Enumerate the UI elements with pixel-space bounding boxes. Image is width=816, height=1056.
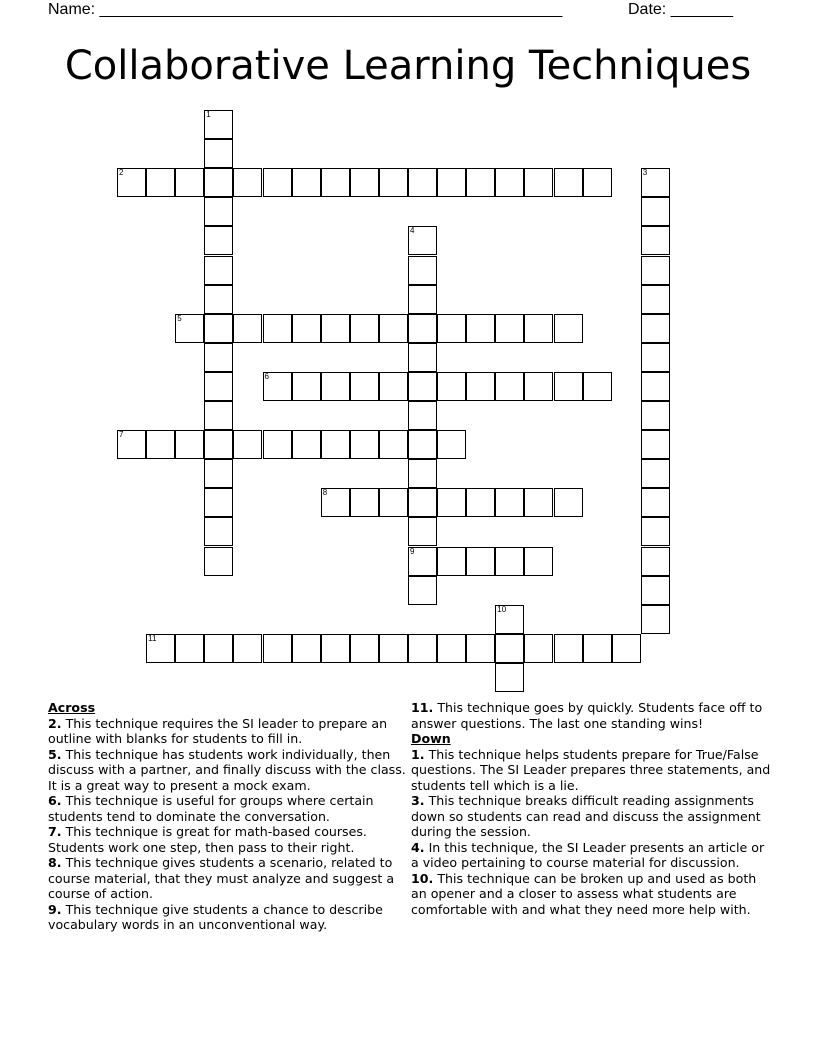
grid-cell[interactable]	[641, 168, 670, 197]
clue-number: 3.	[411, 793, 425, 808]
grid-cell[interactable]	[437, 168, 466, 197]
cell-number: 11	[148, 633, 157, 643]
grid-cell[interactable]	[495, 547, 524, 576]
clue-number: 5.	[48, 746, 62, 762]
grid-cell[interactable]	[175, 314, 204, 343]
grid-cell[interactable]	[204, 488, 233, 517]
grid-cell[interactable]	[175, 168, 204, 197]
grid-cell[interactable]	[408, 226, 437, 255]
grid-cell[interactable]	[408, 547, 437, 576]
grid-cell[interactable]	[263, 634, 292, 663]
cell-number: 9	[410, 546, 415, 556]
across-clue-6	[48, 793, 406, 824]
clue-text: This technique helps students prepare for True/False questions. The SI Leader prepares three statements, and students tell which is a lie.	[411, 746, 771, 793]
clue-number: 1.	[411, 746, 425, 762]
grid-cell[interactable]	[583, 372, 612, 401]
grid-cell[interactable]	[204, 226, 233, 255]
cell-number: 7	[119, 430, 124, 440]
grid-cell[interactable]	[641, 605, 670, 634]
grid-cell[interactable]	[583, 634, 612, 663]
grid-cell[interactable]	[292, 168, 321, 197]
grid-cell[interactable]	[408, 634, 437, 663]
grid-cell[interactable]	[524, 488, 553, 517]
grid-cell[interactable]	[408, 314, 437, 343]
grid-cell[interactable]	[641, 576, 670, 605]
grid-cell[interactable]	[408, 488, 437, 517]
grid-cell[interactable]	[524, 314, 553, 343]
grid-cell[interactable]	[437, 634, 466, 663]
grid-cell[interactable]	[641, 517, 670, 546]
across-clue-9	[48, 902, 406, 933]
crossword-grid	[117, 110, 671, 693]
grid-cell[interactable]	[408, 285, 437, 314]
grid-cell[interactable]	[437, 488, 466, 517]
grid-cell[interactable]	[495, 488, 524, 517]
clue-text: This technique breaks difficult reading assignments down so students can read and discuss the assignment during the session.	[411, 793, 761, 839]
grid-cell[interactable]	[408, 372, 437, 401]
grid-cell[interactable]	[263, 372, 292, 401]
grid-cell[interactable]	[350, 488, 379, 517]
grid-cell[interactable]	[408, 168, 437, 197]
clue-number: 8.	[48, 855, 62, 870]
grid-cell[interactable]	[204, 634, 233, 663]
grid-cell[interactable]	[524, 547, 553, 576]
across-heading: Across	[48, 700, 96, 715]
clue-number: 10.	[411, 870, 434, 886]
cell-number: 5	[177, 313, 182, 323]
grid-cell[interactable]	[554, 372, 583, 401]
clue-text: This technique is great for math-based courses. Students work one step, then pass to their right.	[48, 824, 367, 855]
grid-cell[interactable]	[495, 372, 524, 401]
across-clue-5	[48, 747, 406, 794]
grid-cell[interactable]	[408, 343, 437, 372]
grid-cell[interactable]	[379, 372, 408, 401]
grid-cell[interactable]	[466, 168, 495, 197]
grid-cell[interactable]	[408, 459, 437, 488]
grid-cell[interactable]	[641, 314, 670, 343]
grid-cell[interactable]	[146, 430, 175, 459]
grid-cell[interactable]	[204, 517, 233, 546]
grid-cell[interactable]	[146, 634, 175, 663]
grid-cell[interactable]	[408, 401, 437, 430]
grid-cell[interactable]	[641, 430, 670, 459]
grid-cell[interactable]	[554, 488, 583, 517]
grid-cell[interactable]	[204, 197, 233, 226]
grid-cell[interactable]	[175, 634, 204, 663]
cell-number: 6	[264, 371, 269, 381]
grid-cell[interactable]	[641, 488, 670, 517]
grid-cell[interactable]	[175, 430, 204, 459]
grid-cell[interactable]	[204, 314, 233, 343]
page-title: Collaborative Learning Techniques	[64, 43, 752, 89]
clue-number: 6.	[48, 793, 62, 808]
grid-cell[interactable]	[495, 314, 524, 343]
grid-cell[interactable]	[495, 168, 524, 197]
grid-cell[interactable]	[146, 168, 175, 197]
clue-number: 7.	[48, 824, 62, 839]
grid-cell[interactable]	[204, 401, 233, 430]
grid-cell[interactable]	[641, 547, 670, 576]
grid-cell[interactable]	[641, 197, 670, 226]
grid-cell[interactable]	[233, 430, 262, 459]
grid-cell[interactable]	[379, 168, 408, 197]
grid-cell[interactable]	[408, 517, 437, 546]
across-clue-7	[48, 824, 406, 855]
grid-cell[interactable]	[204, 256, 233, 285]
grid-cell[interactable]	[204, 139, 233, 168]
grid-cell[interactable]	[641, 401, 670, 430]
clue-number: 2.	[48, 715, 62, 731]
grid-cell[interactable]	[612, 634, 641, 663]
grid-cell[interactable]	[263, 168, 292, 197]
grid-cell[interactable]	[350, 168, 379, 197]
clue-text: This technique gives students a scenario, related to course material, that they must analyze and suggest a course of action.	[48, 855, 395, 901]
grid-cell[interactable]	[321, 634, 350, 663]
grid-cell[interactable]	[204, 168, 233, 197]
grid-cell[interactable]	[263, 430, 292, 459]
clue-number: 9.	[48, 901, 62, 917]
grid-cell[interactable]	[379, 430, 408, 459]
cell-number: 8	[322, 488, 328, 498]
grid-cell[interactable]	[350, 314, 379, 343]
grid-cell[interactable]	[408, 430, 437, 459]
grid-cell[interactable]	[292, 430, 321, 459]
down-clue-3	[411, 793, 773, 840]
clue-text: This technique goes by quickly. Students face off to answer questions. The last one standing wins!	[411, 700, 763, 731]
clue-text: This technique give students a chance to describe vocabulary words in an unconventional way.	[48, 901, 383, 932]
grid-cell[interactable]	[466, 314, 495, 343]
clue-text: This technique has students work individually, then discuss with a partner, and finally discuss with the class. It is a great way to present a mock exam.	[48, 746, 406, 793]
grid-cell[interactable]	[583, 168, 612, 197]
across-clue-11	[411, 700, 773, 731]
grid-cell[interactable]	[379, 488, 408, 517]
clue-text: This technique can be broken up and used as both an opener and a closer to assess what students are comfortable with and what they need more help with.	[411, 870, 757, 917]
grid-cell[interactable]	[495, 605, 524, 634]
grid-cell[interactable]	[408, 576, 437, 605]
grid-cell[interactable]	[437, 314, 466, 343]
grid-cell[interactable]	[204, 110, 233, 139]
grid-cell[interactable]	[233, 168, 262, 197]
grid-cell[interactable]	[466, 547, 495, 576]
grid-cell[interactable]	[554, 314, 583, 343]
down-clue-4	[411, 840, 773, 871]
grid-cell[interactable]	[437, 372, 466, 401]
grid-cell[interactable]	[437, 547, 466, 576]
grid-cell[interactable]	[321, 168, 350, 197]
cell-number: 4	[410, 226, 415, 236]
grid-cell[interactable]	[117, 430, 146, 459]
across-clue-2	[48, 716, 406, 747]
clues-left-column	[48, 700, 406, 933]
grid-cell[interactable]	[466, 634, 495, 663]
grid-cell[interactable]	[641, 285, 670, 314]
grid-cell[interactable]	[292, 314, 321, 343]
grid-cell[interactable]	[408, 256, 437, 285]
clue-text: This technique is useful for groups where certain students tend to dominate the conversation.	[48, 793, 374, 824]
grid-cell[interactable]	[495, 634, 524, 663]
grid-cell[interactable]	[554, 634, 583, 663]
grid-cell[interactable]	[350, 634, 379, 663]
grid-cell[interactable]	[204, 285, 233, 314]
grid-cell[interactable]	[350, 372, 379, 401]
grid-cell[interactable]	[321, 314, 350, 343]
grid-cell[interactable]	[233, 634, 262, 663]
grid-cell[interactable]	[641, 256, 670, 285]
grid-cell[interactable]	[204, 343, 233, 372]
clue-text: This technique requires the SI leader to prepare an outline with blanks for students to fill in.	[48, 715, 388, 746]
clues-right-column	[411, 700, 773, 917]
grid-cell[interactable]	[524, 168, 553, 197]
down-heading: Down	[411, 731, 451, 746]
down-clue-10	[411, 871, 773, 918]
clue-text: In this technique, the SI Leader presents an article or a video pertaining to course material for discussion.	[411, 839, 765, 870]
grid-cell[interactable]	[204, 372, 233, 401]
name-field[interactable]: Name: ____________________________________________________	[48, 1, 563, 18]
across-clue-8	[48, 855, 406, 902]
cell-number: 2	[119, 168, 124, 178]
grid-cell[interactable]	[466, 488, 495, 517]
cell-number: 1	[206, 110, 211, 119]
clue-number: 4.	[411, 839, 425, 855]
clue-number: 11.	[411, 700, 434, 715]
grid-cell[interactable]	[379, 634, 408, 663]
grid-cell[interactable]	[466, 372, 495, 401]
header	[48, 0, 748, 22]
grid-cell[interactable]	[641, 343, 670, 372]
date-field[interactable]: Date: _______	[628, 1, 733, 18]
grid-cell[interactable]	[641, 459, 670, 488]
grid-cell[interactable]	[204, 547, 233, 576]
grid-cell[interactable]	[641, 226, 670, 255]
grid-cell[interactable]	[554, 168, 583, 197]
grid-cell[interactable]	[641, 372, 670, 401]
cell-number: 3	[642, 168, 648, 178]
grid-cell[interactable]	[292, 372, 321, 401]
grid-cell[interactable]	[204, 459, 233, 488]
grid-cell[interactable]	[204, 430, 233, 459]
grid-cell[interactable]	[379, 314, 408, 343]
grid-cell[interactable]	[321, 488, 350, 517]
grid-cell[interactable]	[524, 372, 553, 401]
grid-cell[interactable]	[117, 168, 146, 197]
grid-cell[interactable]	[292, 634, 321, 663]
grid-cell[interactable]	[263, 314, 292, 343]
grid-cell[interactable]	[350, 430, 379, 459]
cell-number: 10	[497, 604, 507, 614]
grid-cell[interactable]	[524, 634, 553, 663]
down-clue-1	[411, 747, 773, 794]
grid-cell[interactable]	[233, 314, 262, 343]
grid-cell[interactable]	[321, 372, 350, 401]
grid-cell[interactable]	[321, 430, 350, 459]
grid-cell[interactable]	[437, 430, 466, 459]
grid-cell[interactable]	[495, 663, 524, 692]
